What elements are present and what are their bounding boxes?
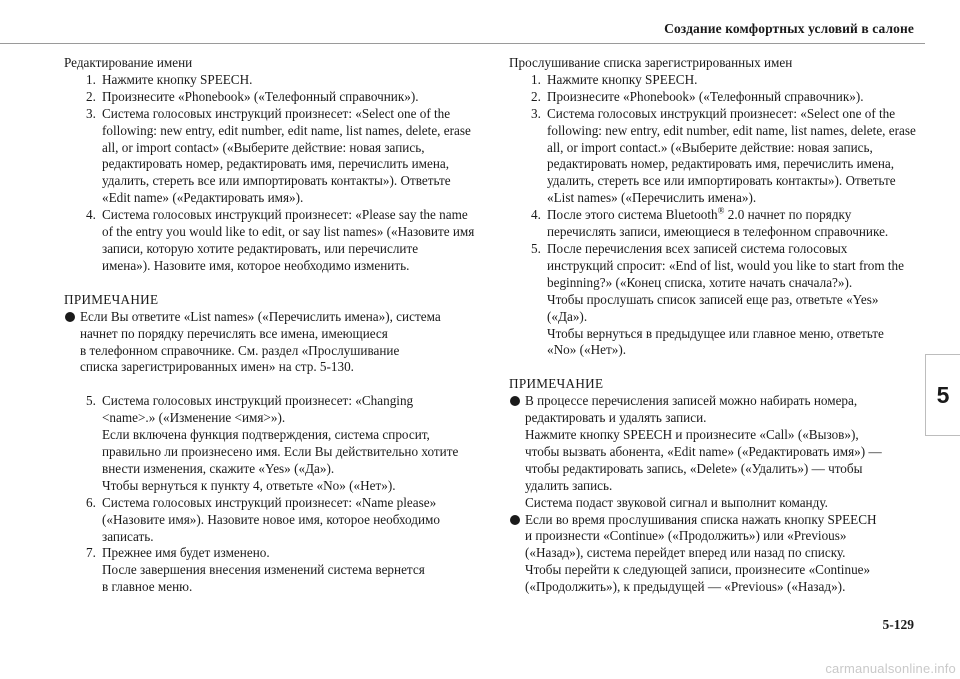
note-item: Если Вы ответите «List names» («Перечислить имена»), система начнет по порядку перечислять все имена, имеющиеся в телефонном справочнике. См. раздел «Прослушивание списка зарегистрированных имен» на стр. 5-130. bbox=[64, 309, 478, 377]
header-rule bbox=[0, 43, 925, 44]
step-item: 4. После этого система Bluetooth® 2.0 начнет по порядку перечислять записи, имеющиеся в телефонном справочнике. bbox=[531, 205, 889, 240]
page-number: 5-129 bbox=[882, 617, 914, 632]
section-heading-list-names: Прослушивание списка зарегистрированных имен bbox=[509, 55, 793, 70]
chapter-tab: 5 bbox=[925, 354, 960, 436]
note-list bbox=[64, 309, 478, 377]
note-title: ПРИМЕЧАНИЕ bbox=[64, 291, 159, 307]
left-column bbox=[64, 55, 478, 596]
edit-name-steps-2 bbox=[64, 393, 478, 596]
note-item: В процессе перечисления записей можно набирать номера, редактировать и удалять записи. Нажмите кнопку SPEECH и произнесите «Call» («Вызов»), чтобы вызвать абонента, «Edit name» («Редактировать имя») — чтобы редактировать запись, «Delete» («Удалить») — чтобы удалить запись. Система подаст звуковой сигнал и выполнит команду. bbox=[509, 393, 919, 511]
page-header: Создание комфортных условий в салоне bbox=[664, 21, 914, 36]
step-item: 5. Система голосовых инструкций произнесет: «Changing <name>.» («Изменение <имя>»). Если включена функция подтверждения, система спросит, правильно ли произнесено имя. Если Вы действительно хотите внести изменения, скажите «Yes» («Да»). Чтобы вернуться к пункту 4, ответьте «No» («Нет»). bbox=[86, 393, 459, 493]
list-names-steps bbox=[509, 72, 919, 359]
step-item: 6. Система голосовых инструкций произнесет: «Name please» («Назовите имя»). Назовите новое имя, которое необходимо записать. bbox=[86, 494, 440, 544]
step-item: 2. Произнесите «Phonebook» («Телефонный справочник»). bbox=[86, 88, 419, 104]
step-item: 3. Система голосовых инструкций произнесет: «Select one of the following: new entry, edit number, edit name, list names, delete, erase all, or import contact» («Выберите действие: новая запись, редактировать номер, редактировать имя, перечислить имена, удалить, стереть все или импортировать контакты»). Ответьте «Edit name» («Редактировать имя»). bbox=[86, 105, 471, 206]
step-item: 1. Нажмите кнопку SPEECH. bbox=[531, 71, 698, 87]
edit-name-steps-1 bbox=[64, 72, 478, 275]
note-list bbox=[509, 393, 919, 596]
note-title: ПРИМЕЧАНИЕ bbox=[509, 376, 604, 392]
watermark: carmanualsonline.info bbox=[825, 661, 956, 676]
step-item: 2. Произнесите «Phonebook» («Телефонный справочник»). bbox=[531, 88, 864, 104]
section-heading-edit-name: Редактирование имени bbox=[64, 55, 193, 70]
bullet-icon bbox=[510, 396, 520, 406]
step-item: 1. Нажмите кнопку SPEECH. bbox=[86, 71, 253, 87]
bullet-icon bbox=[510, 515, 520, 525]
right-column bbox=[509, 55, 919, 596]
step-item: 5. После перечисления всех записей система голосовых инструкций спросит: «End of list, would you like to start from the beginning?» («Конец списка, хотите начать сначала?»). Чтобы прослушать список записей еще раз, ответьте «Yes» («Да»). Чтобы вернуться в предыдущее или главное меню, ответьте «No» («Нет»). bbox=[531, 240, 904, 358]
step-item: 7. Прежнее имя будет изменено. После завершения внесения изменений система вернется в главное меню. bbox=[86, 545, 425, 595]
step-item: 3. Система голосовых инструкций произнесет: «Select one of the following: new entry, edit number, edit name, list names, delete, erase all, or import contact.» («Выберите действие: новая запись, редактировать номер, редактировать имя, перечислить имена, удалить, стереть все или импортировать контакты»). Ответьте «List names» («Перечислить имена»). bbox=[531, 105, 916, 206]
bullet-icon bbox=[65, 312, 75, 322]
registered-mark: ® bbox=[717, 205, 725, 216]
step-item: 4. Система голосовых инструкций произнесет: «Please say the name of the entry you would like to edit, or say list names» («Назовите имя записи, которую хотите редактировать, или перечислите имена»). Назовите имя, которое необходимо изменить. bbox=[86, 207, 475, 273]
note-item: Если во время прослушивания списка нажать кнопку SPEECH и произнести «Continue» («Продолжить») или «Previous» («Назад»), система перейдет вперед или назад по списку. Чтобы перейти к следующей записи, произнесите «Continue» («Продолжить»), к предыдущей — «Previous» («Назад»). bbox=[509, 512, 919, 597]
